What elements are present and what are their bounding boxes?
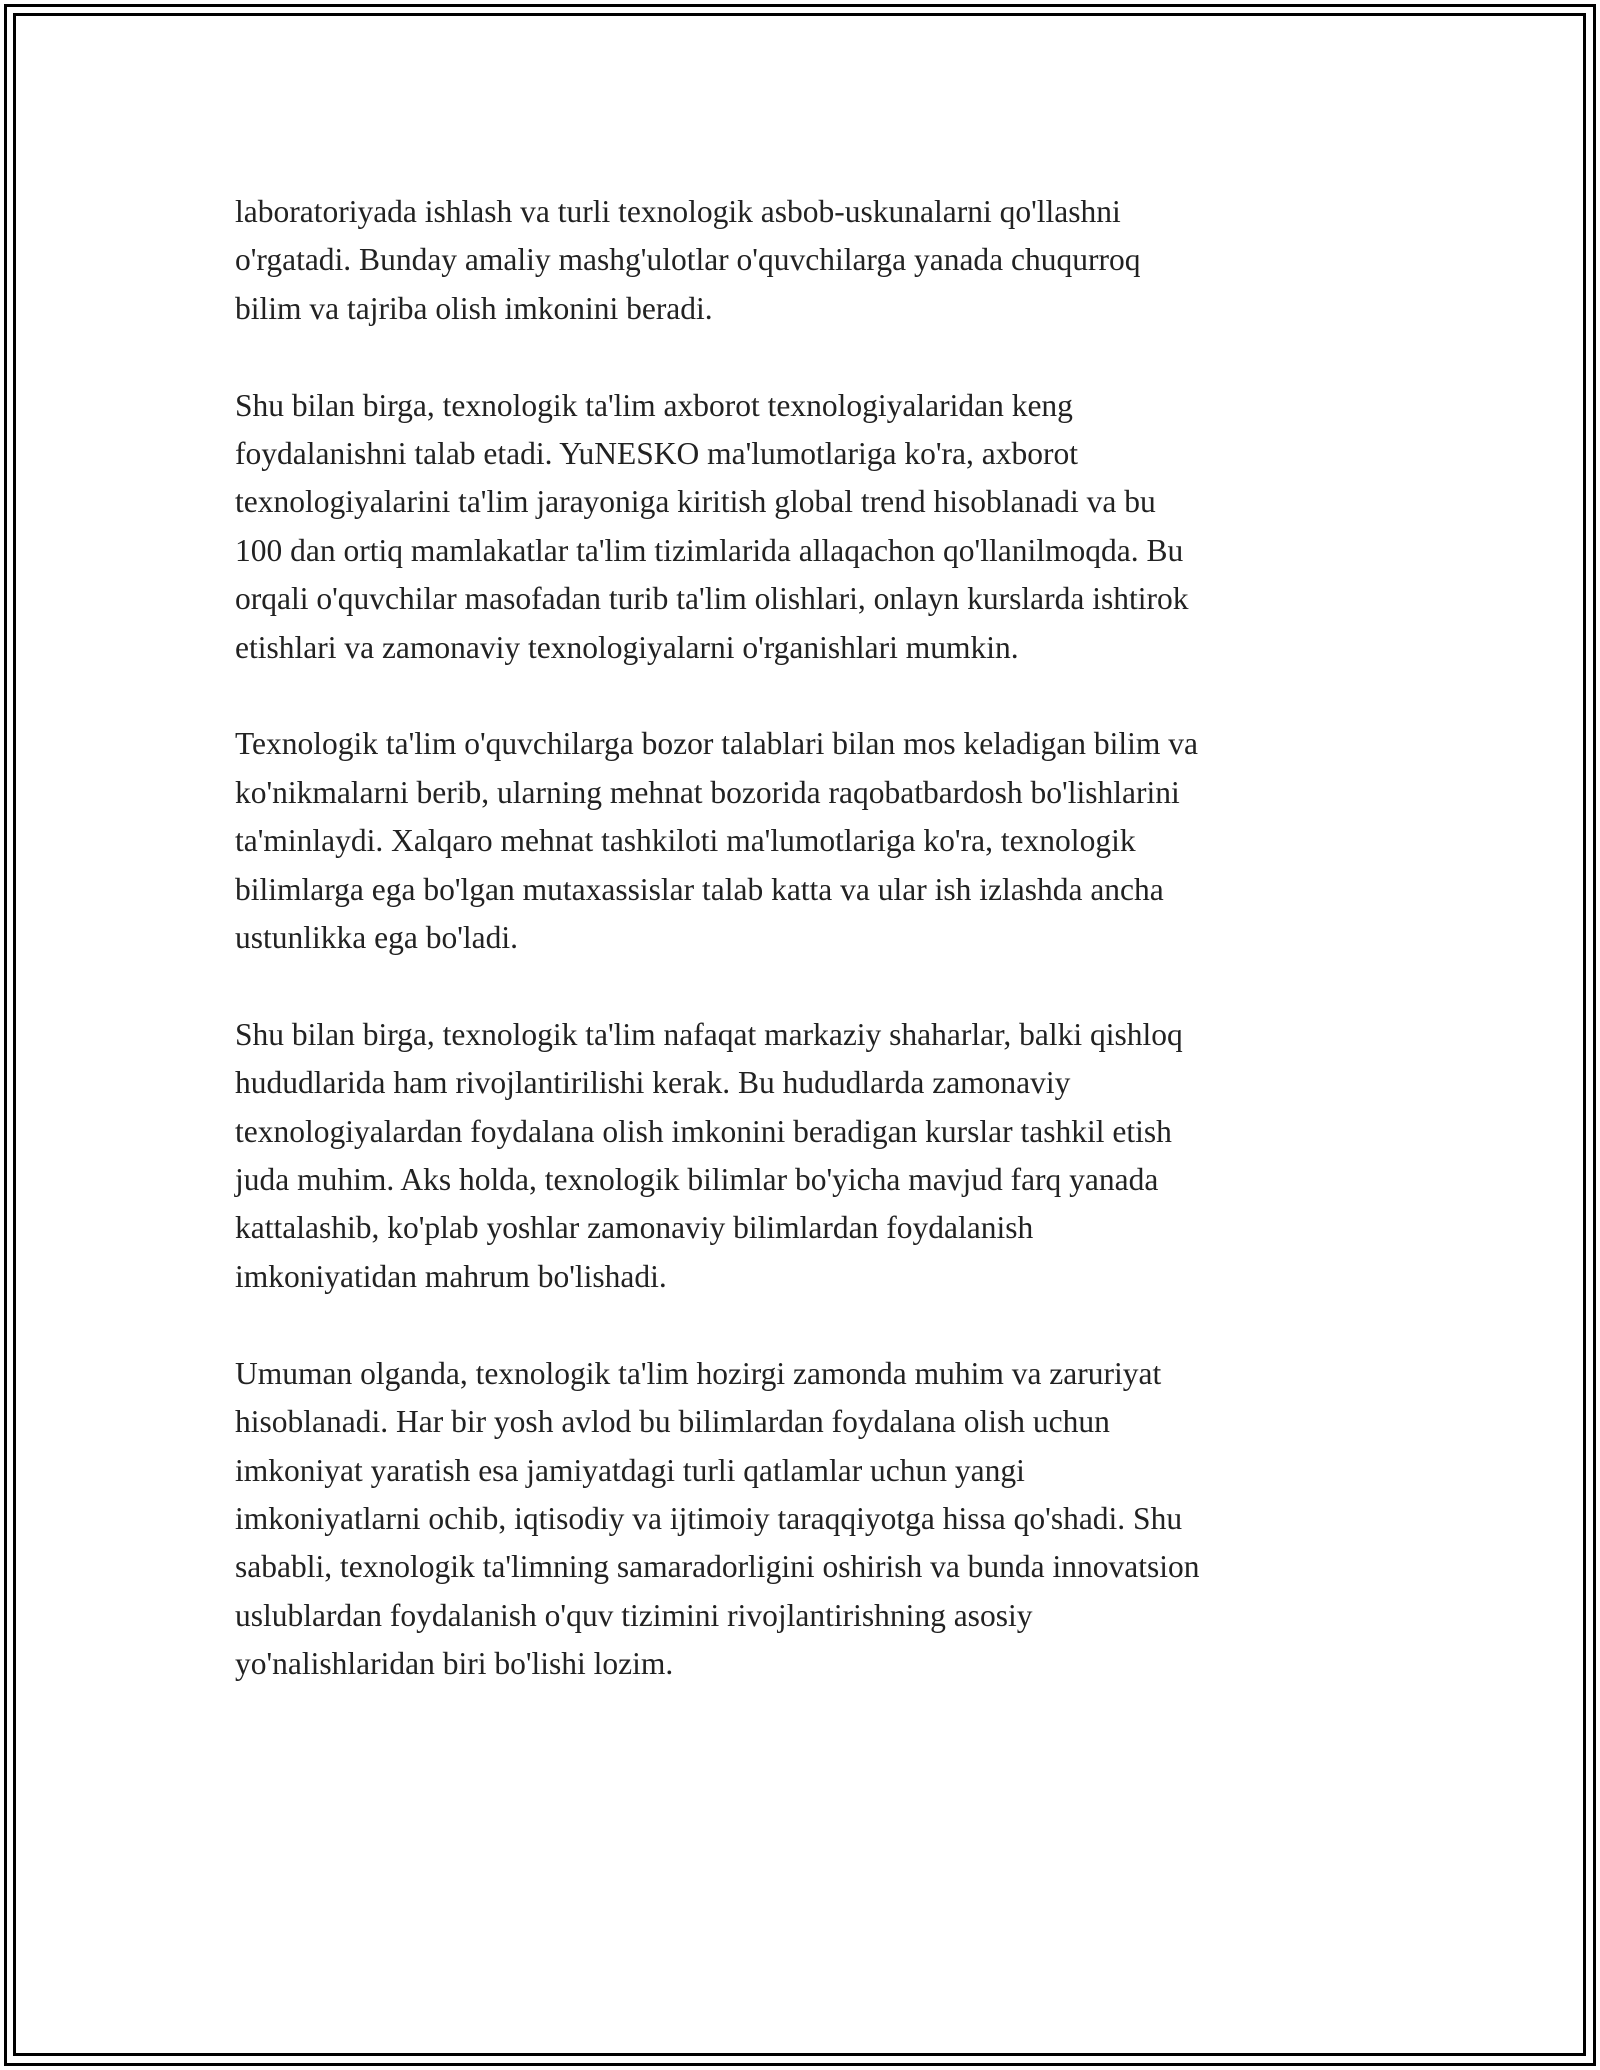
paragraph-5: Umuman olganda, texnologik ta'lim hozirgi zamonda muhim va zaruriyat hisoblanadi. Har bir yosh avlod bu bilimlardan foydalana olish uchun imkoniyat yaratish esa jamiyatdagi turli qatlamlar uchun yangi imkoniyatlarni ochib, iqtisodiy va ijtimoiy taraqqiyotga hissa qo'shadi. Shu sababli, texnologik ta'limning samaradorligini oshirish va bunda innovatsion uslublardan foydalanish o'quv tizimini rivojlantirishning asosiy yo'nalishlaridan biri bo'lishi lozim. (235, 1355, 1200, 1682)
paragraph-2: Shu bilan birga, texnologik ta'lim axborot texnologiyalaridan keng foydalanishni talab etadi. YuNESKO ma'lumotlariga ko'ra, axborot texnologiyalarini ta'lim jarayoniga kiritish global trend hisoblanadi va bu 100 dan ortiq mamlakatlar ta'lim tizimlarida allaqachon qo'llanilmoqda. Bu orqali o'quvchilar masofadan turib ta'lim olishlari, onlayn kurslarda ishtirok etishlari va zamonaviy texnologiyalarni o'rganishlari mumkin. (235, 387, 1189, 665)
paragraph-4: Shu bilan birga, texnologik ta'lim nafaqat markaziy shaharlar, balki qishloq hududlarida ham rivojlantirilishi kerak. Bu hududlarda zamonaviy texnologiyalardan foydalana olish imkonini beradigan kurslar tashkil etish juda muhim. Aks holda, texnologik bilimlar bo'yicha mavjud farq yanada kattalashib, ko'plab yoshlar zamonaviy bilimlardan foydalanish imkoniyatidan mahrum bo'lishadi. (235, 1016, 1183, 1294)
paragraph-3: Texnologik ta'lim o'quvchilarga bozor talablari bilan mos keladigan bilim va ko'nikmalarni berib, ularning mehnat bozorida raqobatbardosh bo'lishlarini ta'minlaydi. Xalqaro mehnat tashkiloti ma'lumotlariga ko'ra, texnologik bilimlarga ega bo'lgan mutaxassislar talab katta va ular ish izlashda ancha ustunlikka ega bo'ladi. (235, 726, 1198, 956)
document-body (235, 188, 1370, 1689)
paragraph-1: laboratoriyada ishlash va turli texnologik asbob-uskunalarni qo'llashni o'rgatadi. Bunday amaliy mashg'ulotlar o'quvchilarga yanada chuqurroq bilim va tajriba olish imkonini beradi. (235, 194, 1141, 326)
